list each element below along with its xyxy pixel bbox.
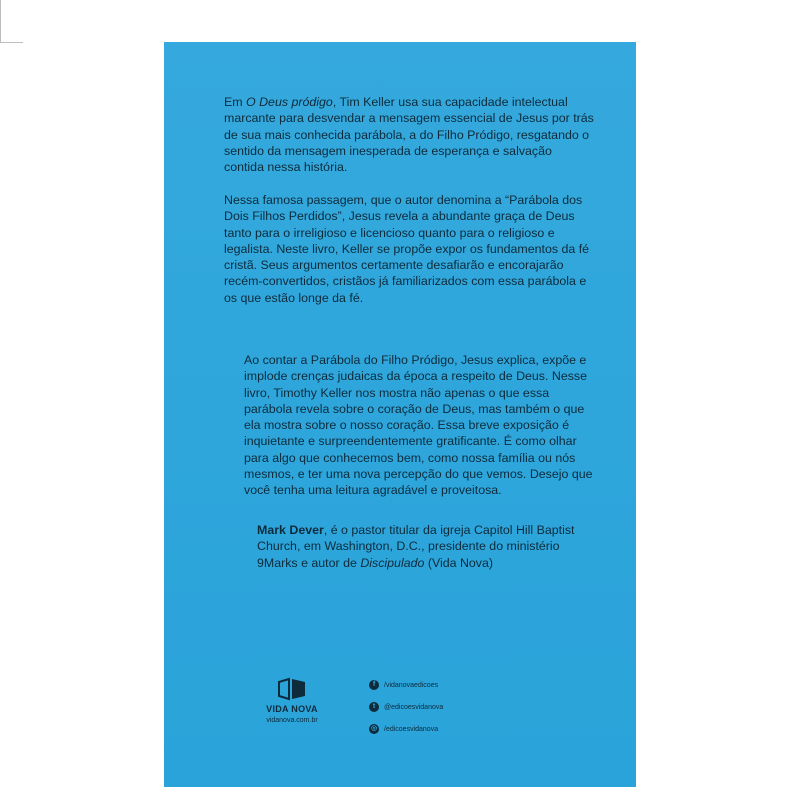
- synopsis-text: , Tim Keller usa sua capacidade intelectual marcante para desvendar a mensagem essencial de Jesus por trás de sua mais conhecida parábola, a do Filho Pródigo, resgatando o sentido da mensagem inesperada de esperança e salvação contida nessa história.: [224, 95, 594, 175]
- endorsement-signature: [257, 522, 602, 571]
- social-twitter: [369, 701, 443, 713]
- instagram-icon: ◎: [370, 725, 378, 732]
- social-links: [369, 679, 443, 745]
- social-handle: /vidanovaedicoes: [384, 681, 439, 689]
- vida-nova-logo-icon: [277, 676, 307, 702]
- social-handle: @edicoesvidanova: [384, 703, 444, 711]
- endorser-name: Mark Dever: [257, 523, 324, 537]
- synopsis-lead: Em: [224, 95, 247, 109]
- social-facebook: [369, 679, 443, 691]
- book-back-cover: [164, 42, 636, 787]
- publisher-url: vidanova.com.br: [266, 717, 318, 724]
- synopsis-paragraph-2: Nessa famosa passagem, que o autor denomina a “Parábola dos Dois Filhos Perdidos”, Jesus revela a abundante graça de Deus tanto para o irreligioso e licencioso quanto para o religioso e legalista. Neste livro, Keller se propõe expor os fundamentos da fé cristã. Seus argumentos certamente desafiarão e encorajarão recém-convertidos, cristãos já familiarizados com essa parábola e os que estão longe da fé.: [224, 193, 590, 305]
- endorser-bio: , é o pastor titular da igreja Capitol Hill Baptist Church, em Washington, D.C., presidente do ministério 9Marks e autor de: [257, 523, 575, 570]
- crop-mark: [0, 0, 23, 43]
- social-handle: /edicoesvidanova: [384, 725, 439, 733]
- book-title: O Deus pródigo: [246, 95, 333, 109]
- social-instagram: [369, 723, 443, 735]
- endorser-publisher: (Vida Nova): [424, 555, 494, 570]
- endorsement-quote: Ao contar a Parábola do Filho Pródigo, Jesus explica, expõe e implode crenças judaicas da época a respeito de Deus. Nesse livro, Timothy Keller nos mostra não apenas o que essa parábola revela sobre o coração de Deus, mas também o que ela mostra sobre o nosso coração. Essa breve exposição é inquietante e surpreendentemente gratificante. É como olhar para algo que conhecemos bem, como nossa família ou nós mesmos, e ter uma nova percepção do que vemos. Desejo que você tenha uma leitura agradável e proveitosa.: [244, 353, 593, 498]
- facebook-icon: f: [369, 680, 379, 690]
- publisher-name: VIDA NOVA: [266, 704, 318, 714]
- synopsis-paragraph-1: [224, 94, 594, 175]
- endorser-book: Discipulado: [360, 555, 425, 570]
- twitter-icon: t: [369, 702, 379, 712]
- publisher-logo: [250, 676, 334, 724]
